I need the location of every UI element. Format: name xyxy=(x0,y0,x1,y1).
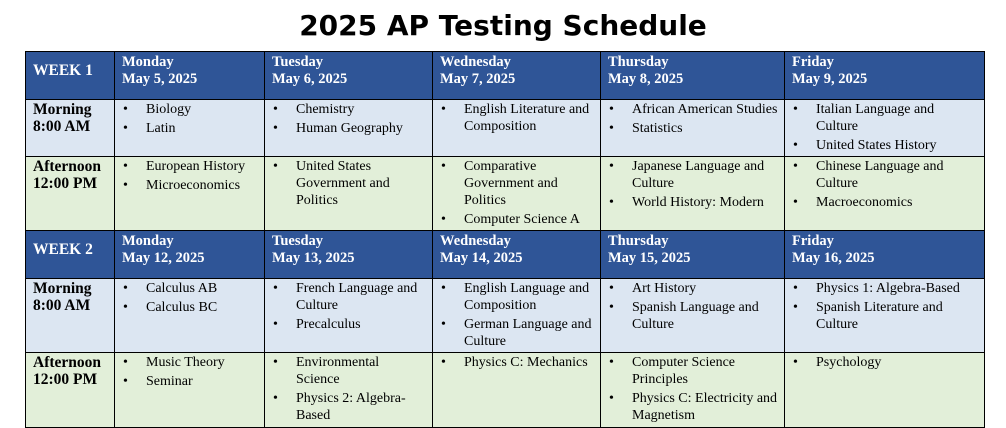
day-date: May 5, 2025 xyxy=(122,71,198,87)
slot-time: 12:00 PM xyxy=(33,371,98,388)
exam-item: • Precalculus xyxy=(265,316,426,333)
exam-list xyxy=(265,101,432,137)
exam-list xyxy=(601,354,784,424)
exam-cell xyxy=(601,353,785,428)
exam-item: • Statistics xyxy=(601,120,778,137)
day-name: Wednesday xyxy=(440,54,511,70)
exam-list xyxy=(785,354,984,371)
slot-time: 8:00 AM xyxy=(33,297,91,314)
day-header xyxy=(785,52,985,100)
day-header xyxy=(265,231,433,279)
exam-item: • Computer Science A xyxy=(433,211,594,228)
week-header-row xyxy=(26,52,985,100)
exam-item: • Physics 2: Algebra-Based xyxy=(265,390,426,424)
slot-name: Afternoon xyxy=(33,158,102,175)
day-name: Monday xyxy=(122,54,174,70)
exam-item: • Japanese Language and Culture xyxy=(601,158,778,192)
time-slot-label xyxy=(26,353,115,428)
exam-cell xyxy=(265,157,433,231)
day-header xyxy=(433,231,601,279)
exam-cell xyxy=(433,279,601,353)
exam-cell xyxy=(785,279,985,353)
exam-cell xyxy=(265,353,433,428)
day-name: Wednesday xyxy=(440,233,511,249)
day-date: May 6, 2025 xyxy=(272,71,348,87)
afternoon-row xyxy=(26,157,985,231)
exam-list xyxy=(785,280,984,333)
exam-item: • English Literature and Composition xyxy=(433,101,594,135)
day-name: Friday xyxy=(792,54,834,70)
exam-item: • Italian Language and Culture xyxy=(785,101,978,135)
morning-row xyxy=(26,100,985,157)
exam-list xyxy=(115,280,264,316)
exam-item: • European History xyxy=(115,158,258,175)
day-date: May 12, 2025 xyxy=(122,250,205,266)
exam-cell xyxy=(601,100,785,157)
exam-item: • Spanish Language and Culture xyxy=(601,299,778,333)
exam-list xyxy=(433,280,600,350)
exam-item: • Latin xyxy=(115,120,258,137)
exam-item: • Computer Science Principles xyxy=(601,354,778,388)
exam-item: • Spanish Literature and Culture xyxy=(785,299,978,333)
week-label: WEEK 1 xyxy=(26,52,115,100)
day-header xyxy=(785,231,985,279)
exam-list xyxy=(265,354,432,424)
exam-list xyxy=(115,354,264,390)
exam-cell xyxy=(265,100,433,157)
exam-item: • Microeconomics xyxy=(115,177,258,194)
exam-item: • United States History xyxy=(785,137,978,154)
day-date: May 9, 2025 xyxy=(792,71,868,87)
exam-item: • Physics C: Mechanics xyxy=(433,354,594,371)
exam-cell xyxy=(433,157,601,231)
exam-cell xyxy=(433,353,601,428)
exam-list xyxy=(785,158,984,211)
exam-item: • Physics 1: Algebra-Based xyxy=(785,280,978,297)
exam-item: • Music Theory xyxy=(115,354,258,371)
afternoon-row xyxy=(26,353,985,428)
slot-name: Morning xyxy=(33,101,92,118)
exam-cell xyxy=(785,353,985,428)
exam-item: • Environmental Science xyxy=(265,354,426,388)
slot-name: Afternoon xyxy=(33,354,102,371)
exam-item: • Human Geography xyxy=(265,120,426,137)
exam-cell xyxy=(785,157,985,231)
exam-item: • Chemistry xyxy=(265,101,426,118)
exam-list xyxy=(433,354,600,371)
day-date: May 14, 2025 xyxy=(440,250,523,266)
exam-item: • Biology xyxy=(115,101,258,118)
day-date: May 8, 2025 xyxy=(608,71,684,87)
slot-time: 8:00 AM xyxy=(33,118,91,135)
day-name: Tuesday xyxy=(272,233,324,249)
time-slot-label xyxy=(26,100,115,157)
exam-item: • German Language and Culture xyxy=(433,316,594,350)
day-header xyxy=(433,52,601,100)
exam-cell xyxy=(601,157,785,231)
exam-item: • African American Studies xyxy=(601,101,778,118)
day-header xyxy=(115,231,265,279)
exam-item: • French Language and Culture xyxy=(265,280,426,314)
day-header xyxy=(601,231,785,279)
week-header-row xyxy=(26,231,985,279)
day-name: Friday xyxy=(792,233,834,249)
exam-list xyxy=(601,158,784,211)
exam-item: • Calculus AB xyxy=(115,280,258,297)
exam-cell xyxy=(433,100,601,157)
day-name: Tuesday xyxy=(272,54,324,70)
exam-item: • Comparative Government and Politics xyxy=(433,158,594,209)
exam-item: • World History: Modern xyxy=(601,194,778,211)
day-date: May 13, 2025 xyxy=(272,250,355,266)
exam-cell xyxy=(115,157,265,231)
exam-list xyxy=(265,280,432,333)
exam-cell xyxy=(265,279,433,353)
day-header xyxy=(265,52,433,100)
day-header xyxy=(115,52,265,100)
day-name: Thursday xyxy=(608,233,669,249)
day-date: May 16, 2025 xyxy=(792,250,875,266)
exam-list xyxy=(265,158,432,209)
exam-item: • Chinese Language and Culture xyxy=(785,158,978,192)
slot-name: Morning xyxy=(33,280,92,297)
exam-list xyxy=(433,158,600,228)
exam-cell xyxy=(115,100,265,157)
day-header xyxy=(601,52,785,100)
exam-list xyxy=(601,280,784,333)
exam-item: • Calculus BC xyxy=(115,299,258,316)
exam-item: • Psychology xyxy=(785,354,978,371)
schedule-table xyxy=(25,51,985,428)
exam-item: • English Language and Composition xyxy=(433,280,594,314)
exam-item: • Art History xyxy=(601,280,778,297)
exam-item: • Physics C: Electricity and Magnetism xyxy=(601,390,778,424)
day-date: May 15, 2025 xyxy=(608,250,691,266)
exam-cell xyxy=(115,353,265,428)
day-name: Monday xyxy=(122,233,174,249)
exam-item: • Macroeconomics xyxy=(785,194,978,211)
exam-item: • United States Government and Politics xyxy=(265,158,426,209)
exam-list xyxy=(433,101,600,135)
exam-list xyxy=(115,101,264,137)
time-slot-label xyxy=(26,157,115,231)
page-title: 2025 AP Testing Schedule xyxy=(299,9,707,42)
time-slot-label xyxy=(26,279,115,353)
week-label: WEEK 2 xyxy=(26,231,115,279)
exam-list xyxy=(785,101,984,154)
exam-list xyxy=(115,158,264,194)
day-name: Thursday xyxy=(608,54,669,70)
exam-list xyxy=(601,101,784,137)
day-date: May 7, 2025 xyxy=(440,71,516,87)
morning-row xyxy=(26,279,985,353)
exam-item: • Seminar xyxy=(115,373,258,390)
slot-time: 12:00 PM xyxy=(33,175,98,192)
exam-cell xyxy=(601,279,785,353)
exam-cell xyxy=(115,279,265,353)
exam-cell xyxy=(785,100,985,157)
